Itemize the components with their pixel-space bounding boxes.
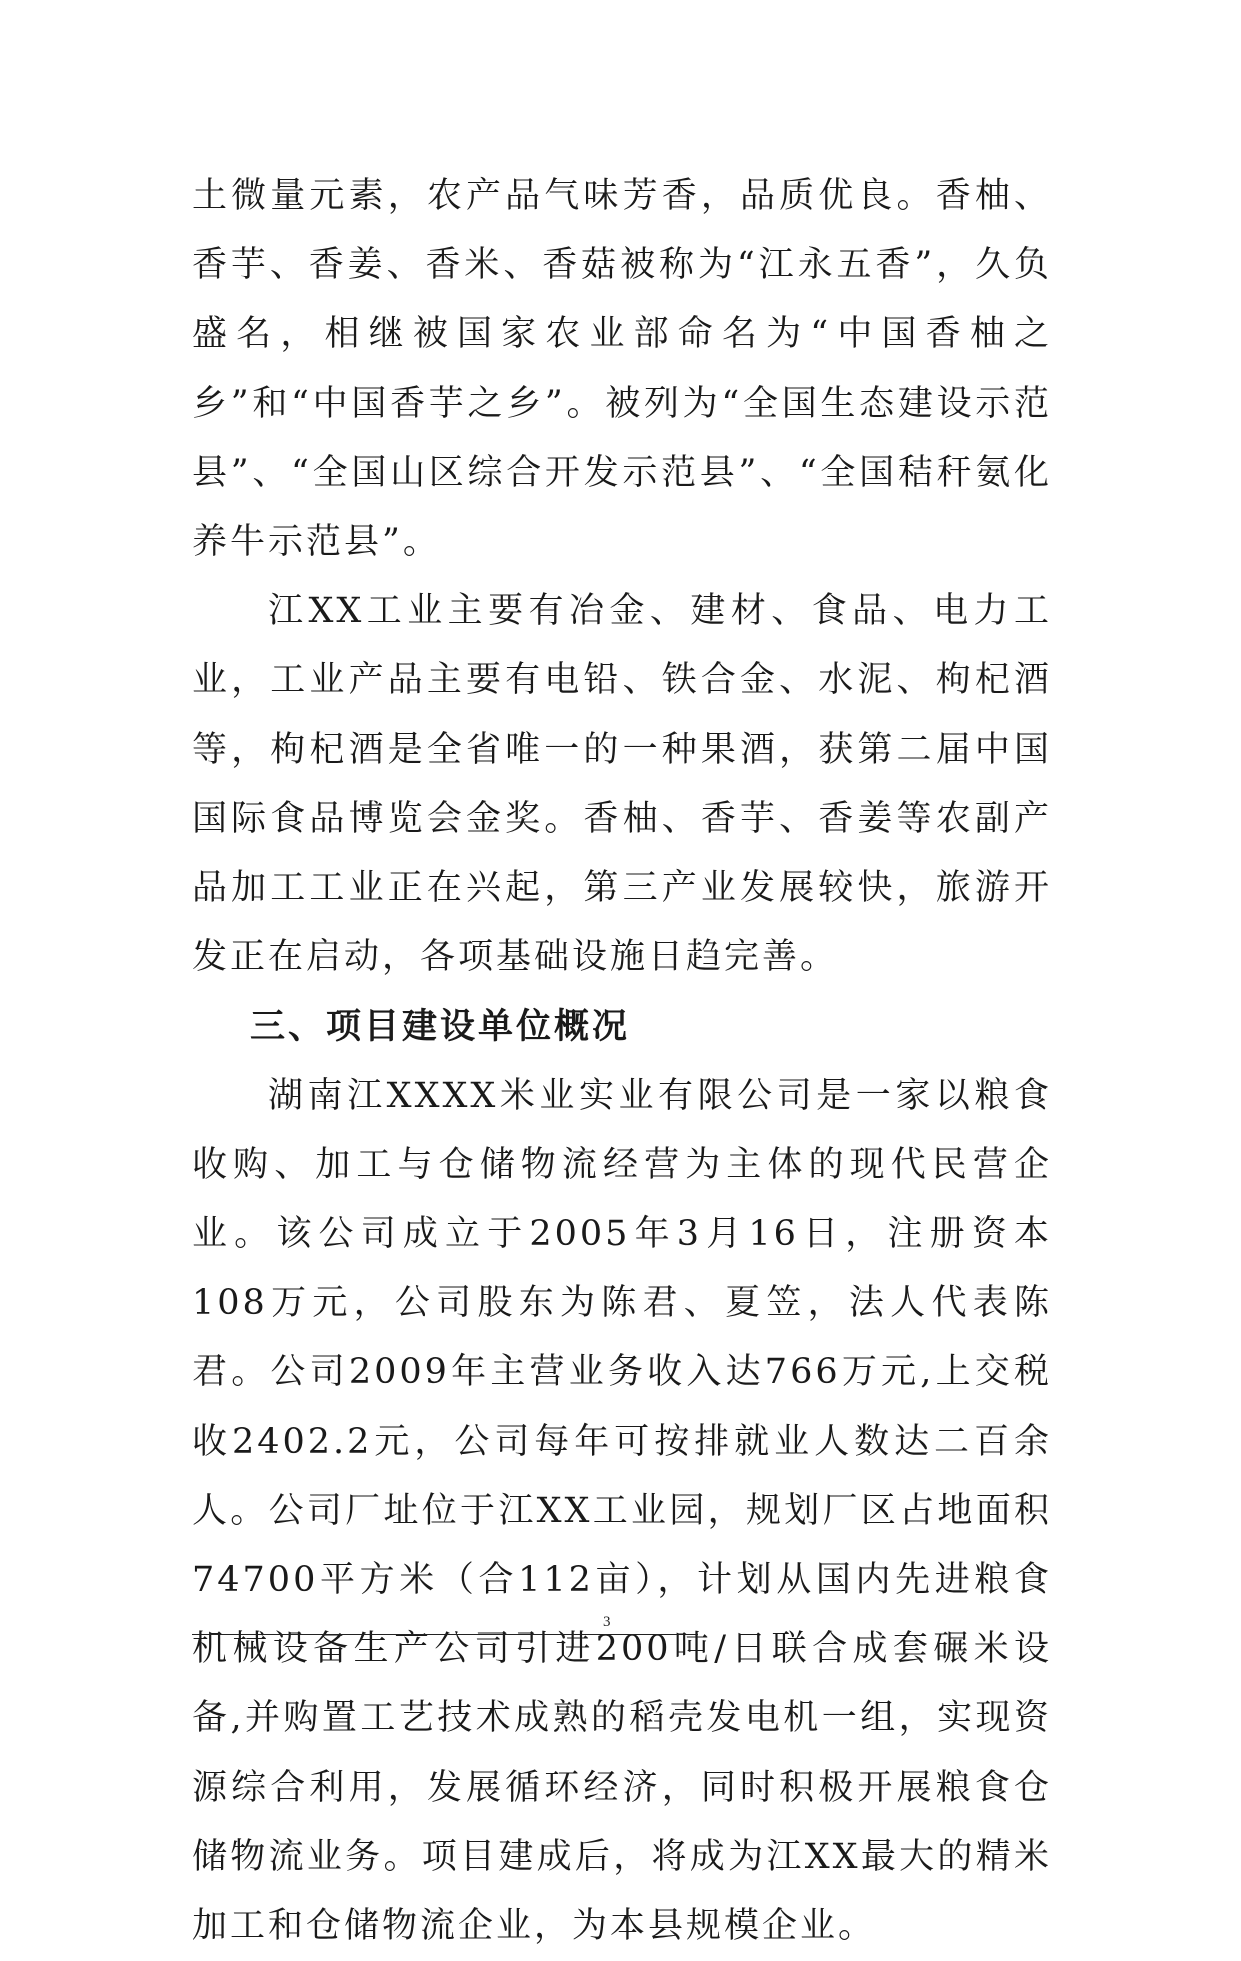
paragraph-company-overview: 湖南江XXXX米业实业有限公司是一家以粮食收购、加工与仓储物流经营为主体的现代民营企业。该公司成立于2005年3月16日，注册资本108万元，公司股东为陈君、夏笠，法人代表陈君。公司2009年主营业务收入达766万元,上交税收2402.2元，公司每年可按排就业人数达二百余人。公司厂址位于江XX工业园，规划厂区占地面积74700平方米（合112亩），计划从国内先进粮食机械设备生产公司引进200吨/日联合成套碾米设备,并购置工艺技术成熟的稻壳发电机一组，实现资源综合利用，发展循环经济，同时积极开展粮食仓储物流业务。项目建成后，将成为江XX最大的精米加工和仓储物流企业，为本县规模企业。 — [192, 1075, 1052, 1947]
page-number: 3 — [603, 1614, 611, 1630]
page-body — [192, 162, 1052, 1961]
paragraph-industry: 江XX工业主要有冶金、建材、食品、电力工业，工业产品主要有电铅、铁合金、水泥、枸杞酒等，枸杞酒是全省唯一的一种果酒，获第二届中国国际食品博览会金奖。香柚、香芋、香姜等农副产品加工工业正在兴起，第三产业发展较快，旅游开发正在启动，各项基础设施日趋完善。 — [192, 591, 1052, 978]
paragraph-continuation: 土微量元素，农产品气味芳香，品质优良。香柚、香芋、香姜、香米、香菇被称为“江永五香”，久负盛名，相继被国家农业部命名为“中国香柚之乡”和“中国香芋之乡”。被列为“全国生态建设示范县”、“全国山区综合开发示范县”、“全国秸秆氨化养牛示范县”。 — [192, 176, 1052, 563]
section-heading: 三、项目建设单位概况 — [250, 1006, 631, 1048]
footer-divider — [192, 1634, 698, 1635]
